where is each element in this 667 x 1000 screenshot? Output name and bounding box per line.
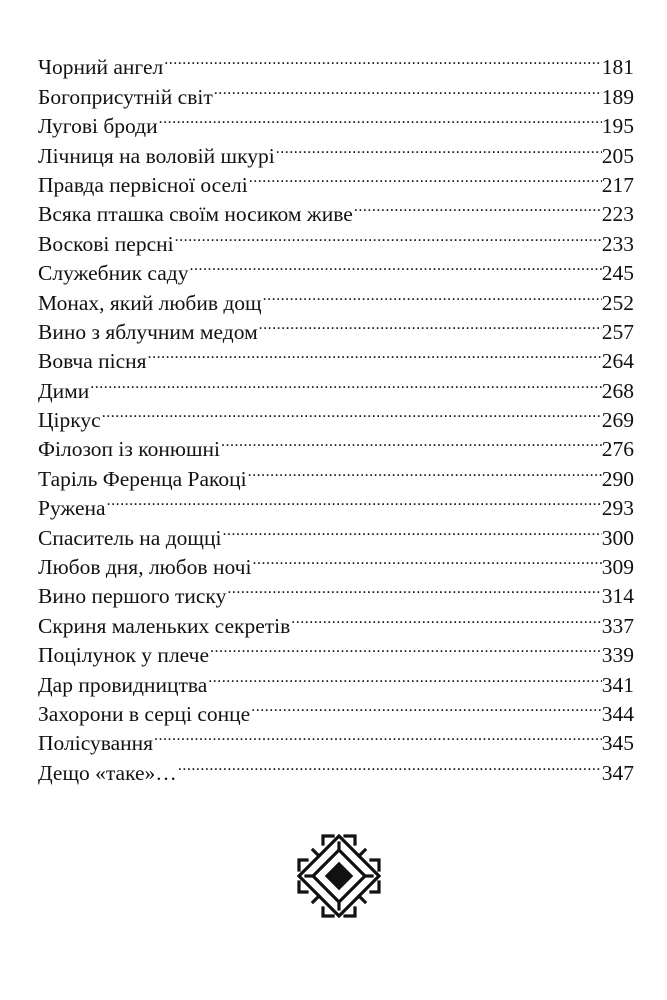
toc-entry-page-number: 245 bbox=[601, 261, 634, 286]
toc-entry-title: Лугові броди bbox=[38, 114, 158, 139]
toc-entry-title: Монах, який любив дощ bbox=[38, 290, 262, 315]
toc-entry-page-number: 339 bbox=[601, 643, 634, 668]
toc-entry bbox=[38, 45, 634, 80]
toc-entry-page-number: 257 bbox=[601, 319, 634, 344]
toc-dot-leader bbox=[258, 310, 602, 339]
toc-entry-page-number: 293 bbox=[601, 496, 634, 521]
toc-entry-page-number: 217 bbox=[601, 172, 634, 197]
toc-dot-leader bbox=[290, 603, 601, 632]
toc-entry bbox=[38, 515, 634, 550]
toc-dot-leader bbox=[209, 633, 602, 662]
toc-entry-page-number: 290 bbox=[601, 466, 634, 491]
folk-ornament-icon bbox=[293, 830, 385, 922]
toc-dot-leader bbox=[163, 45, 602, 74]
toc-entry-page-number: 276 bbox=[601, 437, 634, 462]
toc-entry-title: Богоприсутній світ bbox=[38, 84, 213, 109]
toc-entry-page-number: 233 bbox=[601, 231, 634, 256]
toc-entry-page-number: 264 bbox=[601, 349, 634, 374]
toc-entry-page-number: 309 bbox=[601, 555, 634, 580]
toc-entry-title: Дими bbox=[38, 378, 90, 403]
toc-entry-title: Воскові персні bbox=[38, 231, 174, 256]
table-of-contents bbox=[38, 45, 634, 785]
toc-dot-leader bbox=[174, 221, 602, 250]
toc-entry-title: Лічниця на воловій шкурі bbox=[38, 143, 275, 168]
toc-entry bbox=[38, 486, 634, 521]
toc-entry-page-number: 205 bbox=[601, 143, 634, 168]
toc-entry-title: Любов дня, любов ночі bbox=[38, 555, 252, 580]
toc-entry-page-number: 268 bbox=[601, 378, 634, 403]
toc-entry-page-number: 337 bbox=[601, 613, 634, 638]
toc-entry-title: Служебник саду bbox=[38, 261, 189, 286]
toc-dot-leader bbox=[188, 251, 601, 280]
toc-entry-page-number: 314 bbox=[601, 584, 634, 609]
toc-entry-title: Правда первісної оселі bbox=[38, 172, 248, 197]
toc-dot-leader bbox=[250, 692, 602, 721]
toc-entry-title: Поцілунок у плече bbox=[38, 643, 210, 668]
toc-entry-page-number: 181 bbox=[601, 55, 634, 80]
toc-dot-leader bbox=[247, 456, 602, 485]
toc-dot-leader bbox=[207, 662, 601, 691]
toc-entry-title: Дар провидництва bbox=[38, 672, 208, 697]
toc-entry-page-number: 195 bbox=[601, 114, 634, 139]
toc-dot-leader bbox=[106, 486, 602, 515]
toc-entry-page-number: 300 bbox=[601, 525, 634, 550]
toc-entry-title: Ціркус bbox=[38, 408, 101, 433]
toc-entry-page-number: 223 bbox=[601, 202, 634, 227]
toc-dot-leader bbox=[353, 192, 602, 221]
toc-dot-leader bbox=[226, 574, 601, 603]
toc-entry-title: Ружена bbox=[38, 496, 106, 521]
toc-dot-leader bbox=[147, 339, 602, 368]
toc-entry bbox=[38, 368, 634, 403]
toc-dot-leader bbox=[221, 515, 601, 544]
toc-dot-leader bbox=[89, 368, 601, 397]
toc-entry bbox=[38, 427, 634, 462]
toc-dot-leader bbox=[220, 427, 602, 456]
toc-dot-leader bbox=[177, 750, 602, 779]
toc-entry-page-number: 252 bbox=[601, 290, 634, 315]
toc-entry-title: Скриня маленьких секретів bbox=[38, 613, 291, 638]
toc-dot-leader bbox=[262, 280, 602, 309]
toc-entry-title: Полісування bbox=[38, 731, 154, 756]
toc-dot-leader bbox=[213, 74, 602, 103]
toc-entry-page-number: 347 bbox=[601, 760, 634, 785]
toc-entry-page-number: 189 bbox=[601, 84, 634, 109]
toc-dot-leader bbox=[275, 133, 602, 162]
toc-entry-title: Таріль Ференца Ракоці bbox=[38, 466, 247, 491]
toc-entry-title: Всяка пташка своїм носиком живе bbox=[38, 202, 353, 227]
toc-entry-title: Вино першого тиску bbox=[38, 584, 227, 609]
toc-entry-page-number: 341 bbox=[601, 672, 634, 697]
toc-dot-leader bbox=[248, 163, 602, 192]
toc-entry bbox=[38, 398, 634, 433]
toc-entry-title: Вовча пісня bbox=[38, 349, 147, 374]
toc-entry-page-number: 344 bbox=[601, 701, 634, 726]
toc-entry-title: Філозоп із конюшні bbox=[38, 437, 220, 462]
toc-entry-title: Дещо «таке»… bbox=[38, 760, 177, 785]
toc-entry-page-number: 345 bbox=[601, 731, 634, 756]
toc-entry-page-number: 269 bbox=[601, 408, 634, 433]
toc-entry-title: Вино з яблучним медом bbox=[38, 319, 258, 344]
toc-dot-leader bbox=[158, 104, 602, 133]
toc-dot-leader bbox=[251, 545, 601, 574]
toc-dot-leader bbox=[153, 721, 602, 750]
toc-entry-title: Захорони в серці сонце bbox=[38, 701, 251, 726]
toc-entry-title: Спаситель на дощці bbox=[38, 525, 222, 550]
toc-entry-title: Чорний ангел bbox=[38, 55, 164, 80]
toc-dot-leader bbox=[101, 398, 602, 427]
